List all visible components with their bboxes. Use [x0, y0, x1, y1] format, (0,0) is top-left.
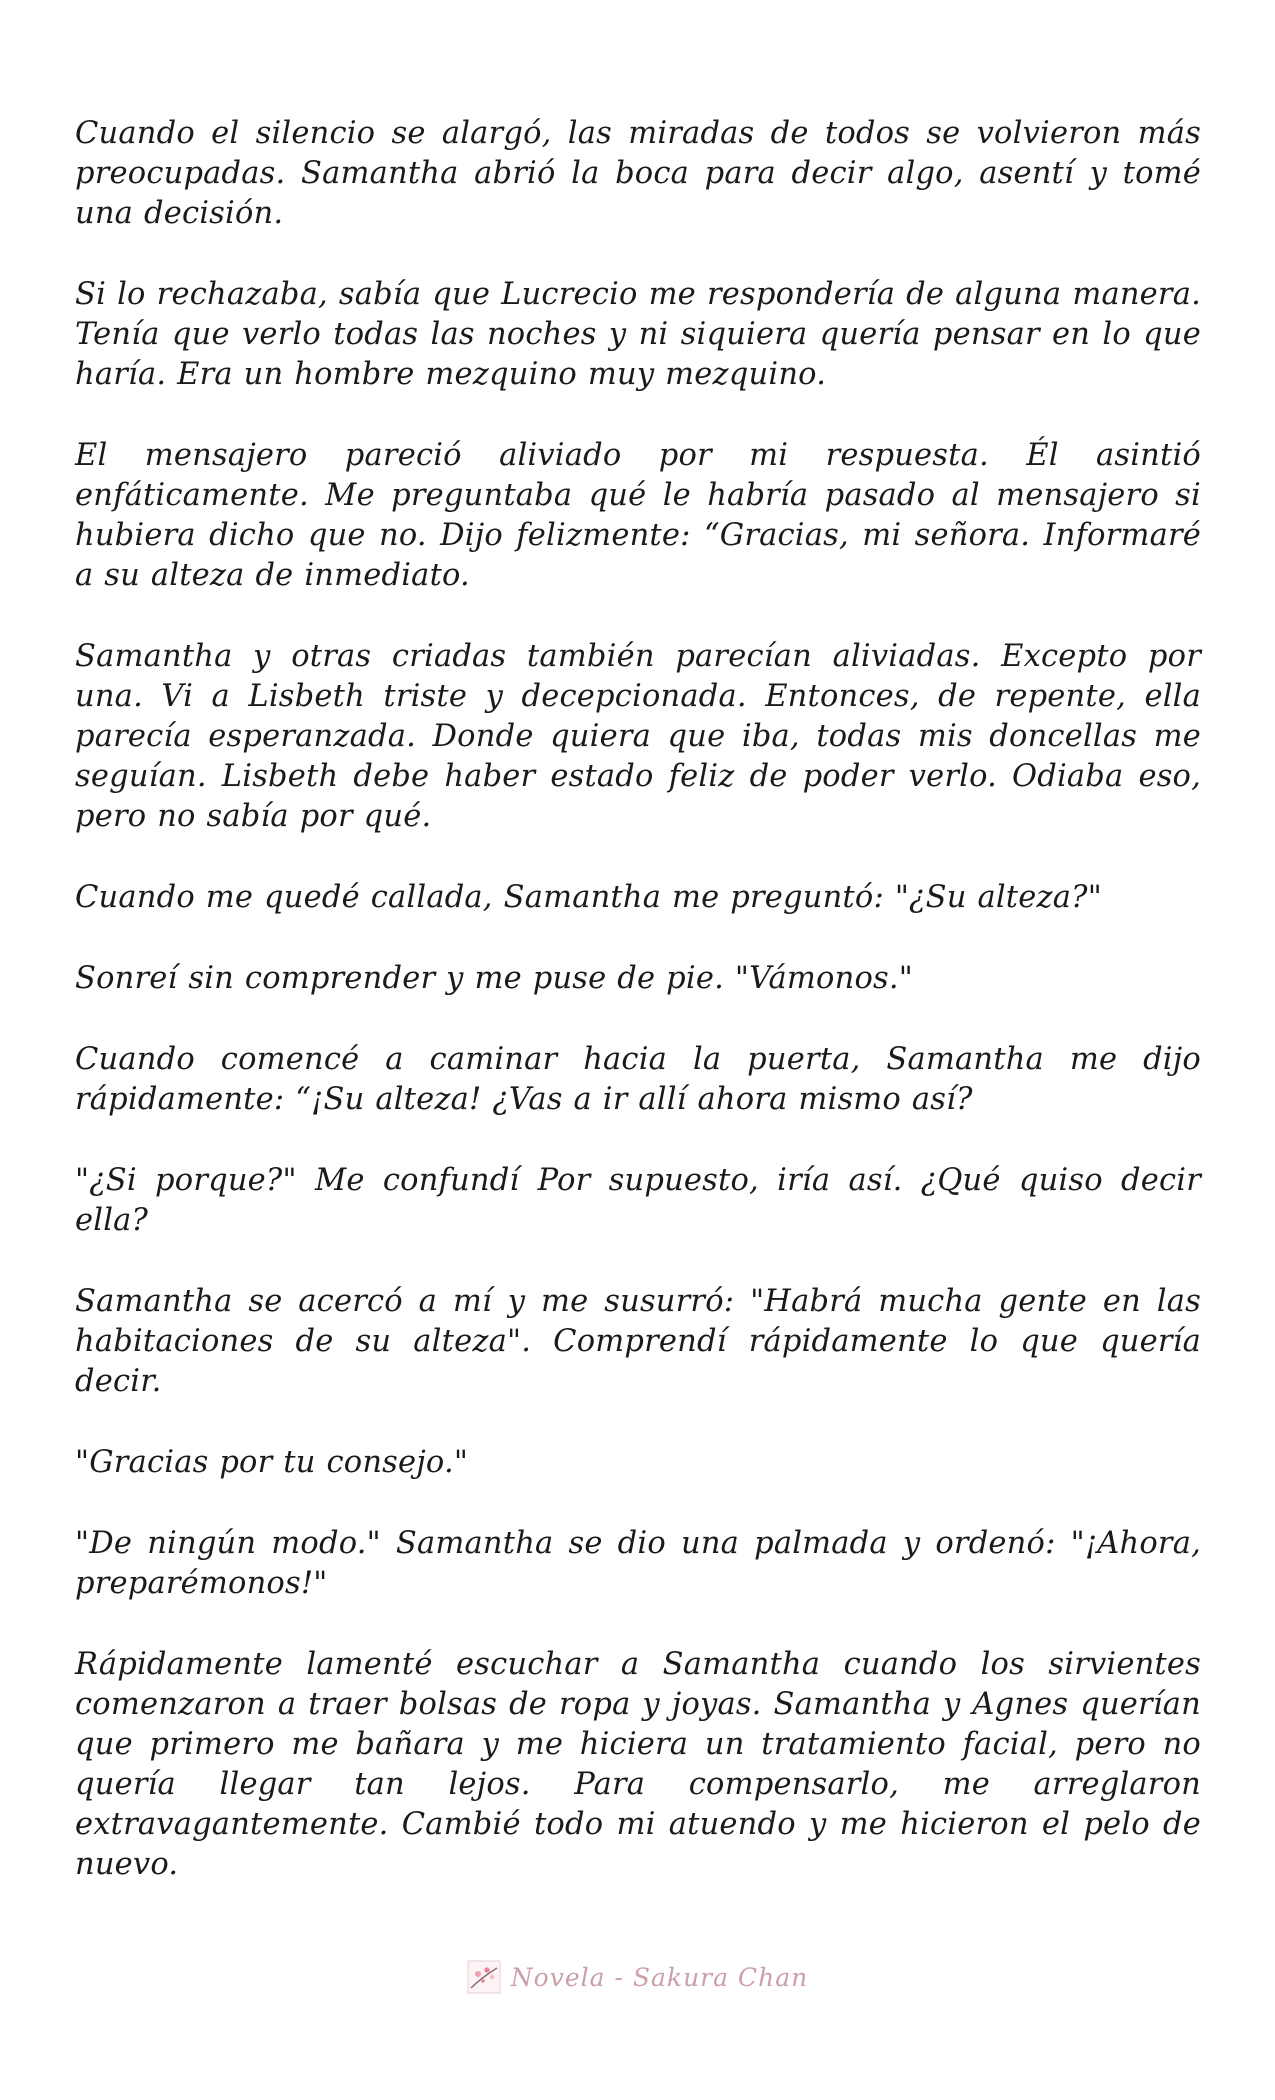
paragraph-12: Rápidamente lamenté escuchar a Samantha cuando los sirvientes comenzaron a traer bolsas de ropa y joyas. Samantha y Agnes querían que primero me bañara y me hiciera un tratamiento facial, pero no quería llegar tan lejos. Para compensarlo, me arreglaron extravagantemente. Cambié todo mi atuendo y me hicieron el pelo de nuevo.	[75, 1647, 1201, 1882]
document-body	[75, 114, 1201, 1926]
paragraph-7: Cuando comencé a caminar hacia la puerta, Samantha me dijo rápidamente: “¡Su alteza! ¿Vas a ir allí ahora mismo así?	[75, 1042, 1201, 1117]
footer-watermark	[0, 1960, 1275, 1994]
footer-text: Novela - Sakura Chan	[510, 1962, 809, 1992]
paragraph-3: El mensajero pareció aliviado por mi respuesta. Él asintió enfáticamente. Me preguntaba qué le habría pasado al mensajero si hubiera dicho que no. Dijo felizmente: “Gracias, mi señora. Informaré a su alteza de inmediato.	[75, 438, 1201, 593]
paragraph-10: "Gracias por tu consejo."	[75, 1445, 469, 1480]
paragraph-6: Sonreí sin comprender y me puse de pie. "Vámonos."	[75, 961, 913, 996]
sakura-flower-icon	[467, 1960, 501, 1994]
paragraph-4: Samantha y otras criadas también parecían aliviadas. Excepto por una. Vi a Lisbeth triste y decepcionada. Entonces, de repente, ella parecía esperanzada. Donde quiera que iba, todas mis doncellas me seguían. Lisbeth debe haber estado feliz de poder verlo. Odiaba eso, pero no sabía por qué.	[75, 639, 1201, 834]
paragraph-5: Cuando me quedé callada, Samantha me preguntó: "¿Su alteza?"	[75, 880, 1102, 915]
paragraph-2: Si lo rechazaba, sabía que Lucrecio me respondería de alguna manera. Tenía que verlo todas las noches y ni siquiera quería pensar en lo que haría. Era un hombre mezquino muy mezquino.	[75, 277, 1201, 392]
paragraph-8: "¿Si porque?" Me confundí Por supuesto, iría así. ¿Qué quiso decir ella?	[75, 1163, 1201, 1238]
paragraph-1: Cuando el silencio se alargó, las miradas de todos se volvieron más preocupadas. Samantha abrió la boca para decir algo, asentí y tomé una decisión.	[75, 116, 1201, 231]
paragraph-11: "De ningún modo." Samantha se dio una palmada y ordenó: "¡Ahora, preparémonos!"	[75, 1526, 1201, 1601]
paragraph-9: Samantha se acercó a mí y me susurró: "Habrá mucha gente en las habitaciones de su alteza". Comprendí rápidamente lo que quería decir.	[75, 1284, 1201, 1399]
